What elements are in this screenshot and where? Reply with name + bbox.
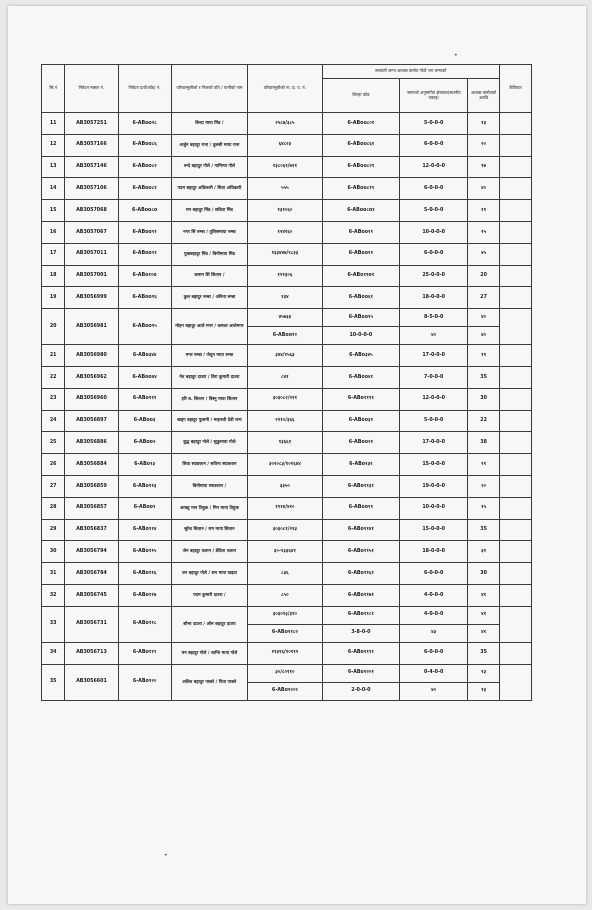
cell-remarks [500,454,532,476]
cell-name: शिवा स्याङतान / सविना स्याङतान [171,454,248,476]
cell-area: 17-0-0-0 [400,345,468,367]
cell-reg-no: AB3056745 [65,584,118,606]
cell-reg-no: AB3056713 [65,642,118,664]
cell-years: १५ [468,497,500,519]
table-row [42,664,532,682]
table-row [42,584,532,606]
cell-citizenship: ३०-१३३६४१ [248,541,322,563]
cell-reg-code: 6-ABo११६ [118,563,171,585]
cell-land-code: 6-ABoo२१ [322,432,400,454]
header-years: आवास कमोतको अवधि [468,79,500,113]
cell-sn: 12 [42,134,65,156]
cell-reg-no: AB3056837 [65,519,118,541]
cell-reg-code: 6-ABoo३ [118,410,171,432]
cell-citizenship: 6-ABo१२०२ [248,682,322,700]
cell-area: 4-0-0-0 [400,584,468,606]
cell-sn: 26 [42,454,65,476]
cell-citizenship: 6-ABo११८२ [248,624,322,642]
cell-name: शोभा दाउरा / ओम बहादुर दाउरा [171,606,248,642]
cell-name: पदम बहादुर अधिकारी / सिता अधिकारी [171,178,248,200]
cell-remarks [500,664,532,700]
table-row [42,156,532,178]
table-row [42,345,532,367]
cell-name: खड्ग बहादुर पुलामी / माइनली देवी राना [171,410,248,432]
cell-years: १३ [468,682,500,700]
cell-reg-code: 6-ABo११७ [118,584,171,606]
cell-reg-no: AB3057001 [65,265,118,287]
cell-reg-no: AB3056859 [65,475,118,497]
table-row [42,221,532,243]
cell-reg-code: 6-ABoo१६ [118,287,171,309]
cell-name: ललित बहादुर पाख्ने / पिता पाख्ने [171,664,248,700]
cell-land-code: 6-ABoo८०१ [322,113,400,135]
cell-citizenship: २५८७/३८५ [248,113,322,135]
cell-area: 4-0-0-0 [400,606,468,624]
cell-reg-no: AB3056731 [65,606,118,642]
cell-reg-code: 6-ABoo८६ [118,134,171,156]
cell-citizenship: ८३६ [248,563,322,585]
cell-years: ३१ [468,541,500,563]
cell-years: ११ [468,454,500,476]
cell-sn: 22 [42,366,65,388]
table-row [42,366,532,388]
cell-years: 27 [468,287,500,309]
cell-remarks [500,606,532,642]
cell-name: पदम कुमारी दाउरा / [171,584,248,606]
cell-reg-no: AB3056884 [65,454,118,476]
cell-land-code: 6-ABo११८१ [322,606,400,624]
header-reg-code: निवेदन दर्ता(कोड) नं. [118,65,171,113]
cell-reg-no: AB3056897 [65,410,118,432]
cell-land-code: 6-ABoo११ [322,243,400,265]
cell-citizenship: ३०१०८३/१०१६४४ [248,454,322,476]
cell-area: 10-0-0-0 [400,221,468,243]
cell-name: मोहन बहादुर आले मगर / कमला आलेमगर [171,309,248,345]
cell-area: 5-0-0-0 [400,410,468,432]
cell-remarks [500,388,532,410]
cell-citizenship: २११०/३६६ [248,410,322,432]
cell-land-code: 6-ABoo८११ [322,178,400,200]
cell-citizenship: १३४ [248,287,322,309]
cell-sn: 13 [42,156,65,178]
cell-remarks [500,265,532,287]
cell-name: अर्जुन बहादुर राना / तुलसी माया राना [171,134,248,156]
cell-reg-no: AB3056980 [65,345,118,367]
cell-remarks [500,200,532,222]
cell-remarks [500,113,532,135]
cell-land-code: 6-ABo११३१ [322,475,400,497]
cell-reg-no: AB3057067 [65,221,118,243]
cell-remarks [500,156,532,178]
cell-sn: 27 [42,475,65,497]
cell-land-code: 6-ABoo१५ [322,309,400,327]
cell-years: १३ [468,664,500,682]
cell-area: 18-0-0-0 [400,287,468,309]
table-row [42,541,532,563]
cell-reg-no: AB3056794 [65,541,118,563]
cell-reg-code: 6-ABo१११ [118,388,171,410]
cell-citizenship: १३६६१ [248,432,322,454]
cell-land-code: 2-0-0-0 [322,682,400,700]
cell-remarks [500,563,532,585]
cell-reg-code: 6-ABoo८२ [118,156,171,178]
cell-reg-no: AB3057068 [65,200,118,222]
cell-sn: 18 [42,265,65,287]
table-row [42,519,532,541]
cell-area: 12-0-0-0 [400,388,468,410]
cell-land-code: 6-ABo११९१ [322,642,400,664]
ink-dot: • [454,52,458,59]
cell-area: 15-0-0-0 [400,454,468,476]
cell-citizenship: ३४४/१५६३ [248,345,322,367]
cell-area: 17-0-0-0 [400,432,468,454]
cell-reg-code: 6-ABo१०o [118,265,171,287]
cell-name: बिन्दा माया मिंड / [171,113,248,135]
cell-reg-code: 6-ABo११९ [118,642,171,664]
cell-citizenship: ५५५ [248,178,322,200]
cell-reg-code: 6-ABoo२ [118,432,171,454]
cell-reg-no: AB3056784 [65,563,118,585]
cell-years: 35 [468,519,500,541]
cell-land-code: 6-ABo११६१ [322,563,400,585]
cell-land-code: 6-ABo१२०१ [322,664,400,682]
cell-years: ४१ [468,606,500,624]
cell-sn: 29 [42,519,65,541]
cell-land-code: 6-ABoo६१ [322,287,400,309]
cell-reg-code: 6-ABo११८ [118,606,171,642]
cell-reg-no: AB3056981 [65,309,118,345]
cell-area: ४० [400,327,468,345]
cell-sn: 34 [42,642,65,664]
cell-area: ४० [400,682,468,700]
cell-reg-no: AB3056999 [65,287,118,309]
cell-years: 35 [468,642,500,664]
cell-land-code: 6-ABoo८२१ [322,156,400,178]
header-name: परिवारमूलीको र निजको पति / पत्नीको नाम [171,65,248,113]
cell-years: ४१ [468,624,500,642]
cell-name: कुल बहादुर रुम्बा / अनिता रुम्बा [171,287,248,309]
cell-citizenship: ३०/८०११० [248,664,322,682]
cell-remarks [500,497,532,519]
cell-area: 6-0-0-0 [400,134,468,156]
cell-remarks [500,221,532,243]
table-row [42,134,532,156]
cell-citizenship: १२१३०६ [248,265,322,287]
header-area: जग्गाको अनुमानित क्षेत्रफल(स्थानीय एकाइ) [400,79,468,113]
cell-years: ४० [468,309,500,327]
cell-remarks [500,642,532,664]
cell-remarks [500,178,532,200]
cell-years: 30 [468,563,500,585]
cell-name: जेन बहादुर थलान / डेविता थलान [171,541,248,563]
cell-citizenship: ३०३०८१/२१३ [248,519,322,541]
cell-years: 22 [468,410,500,432]
cell-land-code: 6-ABoo११ [322,221,400,243]
cell-years: ४० [468,178,500,200]
table-row [42,113,532,135]
cell-name: रुन्दे बहादुर गोले / गामिन्या गोले [171,156,248,178]
cell-sn: 32 [42,584,65,606]
cell-years: ४५ [468,243,500,265]
cell-area: 12-0-0-0 [400,156,468,178]
cell-name: पुखबहादुर मिंड / बिनीमाया मिंड [171,243,248,265]
cell-reg-no: AB3057106 [65,178,118,200]
table-row [42,265,532,287]
table-row [42,200,532,222]
cell-citizenship: ११३१६/१०१११ [248,642,322,664]
cell-citizenship: १३१०६० [248,200,322,222]
cell-reg-code: 6-ABoo८o [118,200,171,222]
table-row [42,642,532,664]
cell-sn: 16 [42,221,65,243]
cell-citizenship: १११४/४१० [248,497,322,519]
cell-name: हरि ब. सितान / बिस्नु माया सितान [171,388,248,410]
cell-remarks [500,475,532,497]
cell-area: ४३ [400,624,468,642]
cell-area: 6-0-0-0 [400,642,468,664]
header-remarks: कैफियत [500,65,532,113]
cell-citizenship: ३०३०८२/२११ [248,388,322,410]
cell-remarks [500,366,532,388]
cell-years: 30 [468,388,500,410]
cell-name: आख्यु मान तिहुक / मिन माया तिहुक [171,497,248,519]
table-row [42,243,532,265]
cell-name: धन बहादुर गोले / राम माया वाइवा [171,563,248,585]
ink-dot: • [164,852,168,859]
cell-name: मन बहादुर गोले / शान्ति माया गोले [171,642,248,664]
cell-reg-no: AB3056857 [65,497,118,519]
cell-citizenship: ३०३०१३/३१० [248,606,322,624]
cell-land-code: 6-ABo१३१ [322,454,400,476]
cell-remarks [500,584,532,606]
table-row [42,563,532,585]
cell-remarks [500,541,532,563]
cell-years: ११ [468,345,500,367]
table-row [42,410,532,432]
cell-name: बुद्ध बहादुर गोले / सुकुमाया गोले [171,432,248,454]
cell-area: 19-0-0-0 [400,475,468,497]
cell-reg-no: AB3057011 [65,243,118,265]
cell-years: २० [468,134,500,156]
cell-years: १५ [468,221,500,243]
table-row [42,178,532,200]
header-reg-no: निवेदन मास्टर नं. [65,65,118,113]
cell-area: 5-0-0-0 [400,200,468,222]
table-row [42,432,532,454]
table-row [42,309,532,327]
cell-area: 6-0-0-0 [400,243,468,265]
cell-reg-code: 6-ABoo११ [118,243,171,265]
cell-citizenship: ६४८२३ [248,134,322,156]
cell-years: 35 [468,366,500,388]
cell-land-code: 6-ABoo८o१ [322,200,400,222]
cell-reg-code: 6-ABoo१५ [118,309,171,345]
cell-years: ११ [468,200,500,222]
cell-years: 38 [468,432,500,454]
cell-sn: 31 [42,563,65,585]
cell-reg-no: AB3056960 [65,388,118,410]
cell-citizenship: ८५० [248,584,322,606]
cell-citizenship: ३३५० [248,475,322,497]
cell-reg-code: 6-ABo१२० [118,664,171,700]
cell-area: 15-0-0-0 [400,519,468,541]
cell-area: 5-0-0-0 [400,113,468,135]
cell-reg-code: 6-ABo११५ [118,541,171,563]
cell-name: मन बहादुर मिंड / सविता मिंड [171,200,248,222]
cell-reg-code: 6-ABo१३ [118,454,171,476]
cell-citizenship: १३८०६१/७११ [248,156,322,178]
cell-area: 25-0-0-0 [400,265,468,287]
table-row [42,287,532,309]
cell-area: 18-0-0-0 [400,541,468,563]
table-row [42,454,532,476]
cell-land-code: 6-ABo११४१ [322,519,400,541]
cell-citizenship: १३३४४७/९८३३ [248,243,322,265]
cell-citizenship: १२४१६० [248,221,322,243]
header-land-code: बिगहा कोड [322,79,400,113]
cell-sn: 19 [42,287,65,309]
cell-name: कमान सिं सितान / [171,265,248,287]
cell-sn: 28 [42,497,65,519]
cell-sn: 30 [42,541,65,563]
cell-years: ४१ [468,584,500,606]
cell-land-code: 6-ABoo८६१ [322,134,400,156]
cell-remarks [500,345,532,367]
cell-years: १७ [468,156,500,178]
cell-area: 10-0-0-0 [400,497,468,519]
cell-sn: 23 [42,388,65,410]
table-row [42,388,532,410]
table-row [42,497,532,519]
cell-sn: 11 [42,113,65,135]
cell-remarks [500,134,532,156]
cell-land-code: 6-ABoo३१ [322,410,400,432]
cell-remarks [500,410,532,432]
cell-reg-code: 6-ABo११४ [118,519,171,541]
cell-years: 20 [468,265,500,287]
cell-remarks [500,519,532,541]
cell-sn: 20 [42,309,65,345]
cell-area: 0-4-0-0 [400,664,468,682]
cell-reg-no: AB3057146 [65,156,118,178]
cell-sn: 21 [42,345,65,367]
cell-reg-code: 6-ABoo२८ [118,113,171,135]
cell-sn: 24 [42,410,65,432]
cell-name: सुरेश सितान / राम माया सितान [171,519,248,541]
cell-land-code: 6-ABo३४५ [322,345,400,367]
cell-reg-no: AB3056962 [65,366,118,388]
cell-area: 7-0-0-0 [400,366,468,388]
cell-name: बिनीमाया स्याङतान / [171,475,248,497]
cell-land-code: 10-0-0-0 [322,327,400,345]
cell-reg-no: AB3057251 [65,113,118,135]
cell-citizenship: ४५७३३ [248,309,322,327]
cell-area: 8-5-0-0 [400,309,468,327]
cell-area: 6-0-0-0 [400,178,468,200]
header-citizenship: परिवारमूलीको ना. प्र. प. नं. [248,65,322,113]
cell-citizenship: 6-ABoo१२ [248,327,322,345]
cell-reg-code: 6-ABo३४४ [118,345,171,367]
cell-reg-no: AB3056601 [65,664,118,700]
cell-area: 6-0-0-0 [400,563,468,585]
cell-sn: 14 [42,178,65,200]
header-sn: सि.नं [42,65,65,113]
cell-remarks [500,432,532,454]
cell-reg-code: 6-ABoo१ [118,497,171,519]
cell-land-code: 6-ABoo११ [322,497,400,519]
cell-name: नगर सिं रुम्बा / तुलिसमाया रुम्बा [171,221,248,243]
cell-land-code: 6-ABo११७१ [322,584,400,606]
cell-years: २० [468,475,500,497]
cell-sn: 15 [42,200,65,222]
cell-sn: 33 [42,606,65,642]
header-group: सरकारी जग्गा आवास कमोत गोठो भए जग्गाको [322,65,500,79]
cell-reg-code: 6-ABoo११ [118,221,171,243]
cell-land-code: 6-ABo११११ [322,388,400,410]
cell-reg-code: 6-ABoo८१ [118,178,171,200]
cell-land-code: 3-8-0-0 [322,624,400,642]
cell-reg-code: 6-ABoo४४ [118,366,171,388]
cell-sn: 35 [42,664,65,700]
table-row [42,475,532,497]
cell-sn: 17 [42,243,65,265]
cell-sn: 25 [42,432,65,454]
cell-name: मगर रुम्बा / जेधुन माया रुम्बा [171,345,248,367]
cell-land-code: 6-ABo११o१ [322,265,400,287]
cell-years: ४० [468,327,500,345]
cell-reg-no: AB3057166 [65,134,118,156]
cell-name: नेत बहादुर दाउरा / विरा कुमारी दाउरा [171,366,248,388]
cell-years: १३ [468,113,500,135]
cell-reg-code: 6-ABo११३ [118,475,171,497]
table-row [42,606,532,624]
land-records-table [41,64,532,701]
cell-remarks [500,243,532,265]
cell-remarks [500,287,532,309]
table-body [42,113,532,701]
cell-land-code: 6-ABoo४१ [322,366,400,388]
cell-remarks [500,309,532,345]
cell-citizenship: ८४१ [248,366,322,388]
cell-land-code: 6-ABo११५१ [322,541,400,563]
cell-reg-no: AB3056886 [65,432,118,454]
